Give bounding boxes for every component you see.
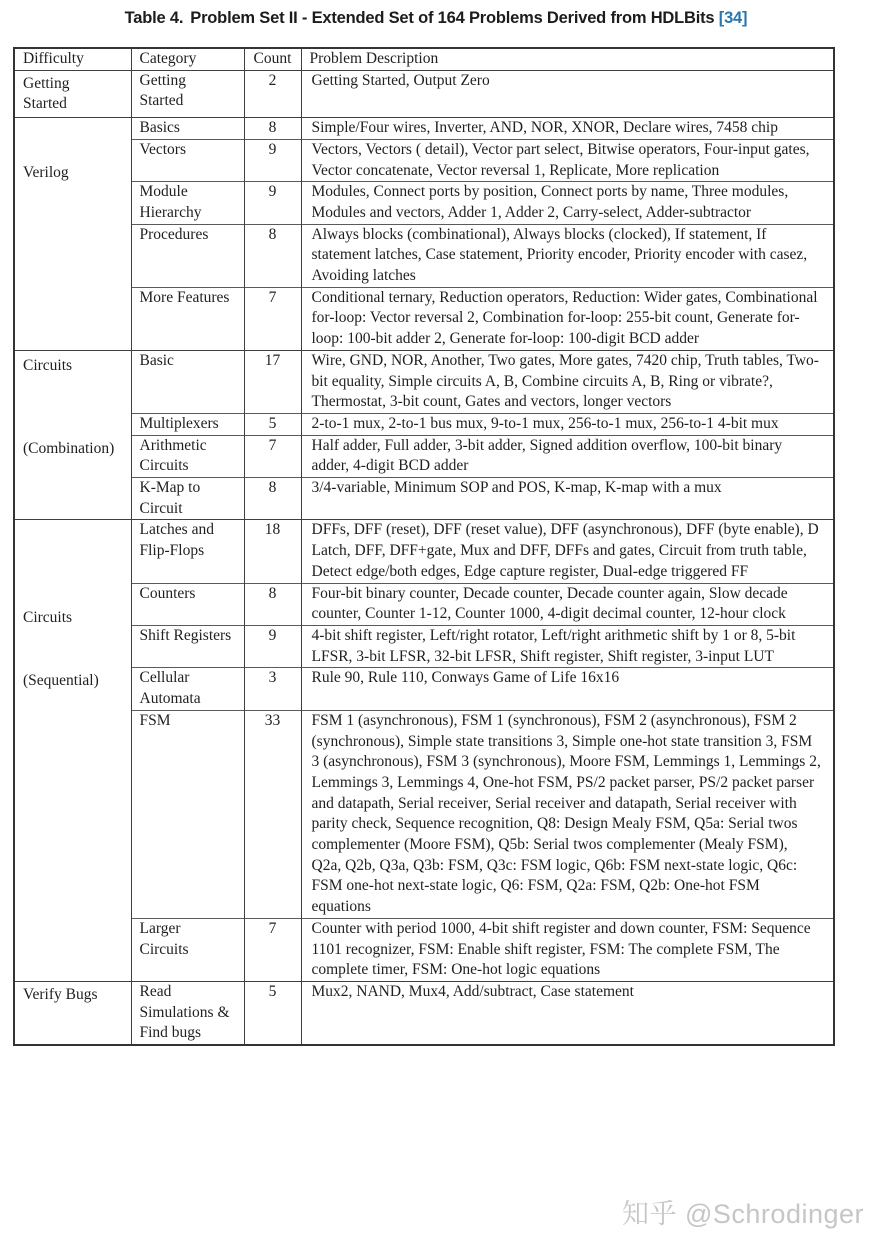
category-cell: Counters [131, 583, 244, 625]
category-cell: Vectors [131, 139, 244, 181]
table-row [14, 435, 834, 477]
table-caption [0, 9, 872, 28]
count-cell: 8 [244, 118, 301, 140]
count-cell: 7 [244, 918, 301, 981]
column-header-category: Category [131, 48, 244, 70]
table-row [14, 413, 834, 435]
caption-label: Table 4. [124, 9, 184, 27]
description-cell: Mux2, NAND, Mux4, Add/subtract, Case statement [301, 981, 834, 1045]
category-cell: FSM [131, 710, 244, 918]
category-cell: Latches and Flip-Flops [131, 520, 244, 583]
category-cell: Larger Circuits [131, 918, 244, 981]
table-row [14, 520, 834, 583]
count-cell: 7 [244, 287, 301, 350]
count-cell: 5 [244, 413, 301, 435]
category-cell: More Features [131, 287, 244, 350]
difficulty-label: Circuits [23, 356, 73, 374]
count-cell: 2 [244, 70, 301, 117]
count-cell: 8 [244, 224, 301, 287]
count-cell: 8 [244, 478, 301, 520]
description-cell: Modules, Connect ports by position, Connect ports by name, Three modules, Modules and vectors, Adder 1, Adder 2, Carry-select, Adder-subtractor [301, 182, 834, 224]
description-cell: Conditional ternary, Reduction operators, Reduction: Wider gates, Combinational for-loop: Vector reversal 2, Combination for-loop: 255-bit count, Generate for-loop: 100-bit adder 2, Generate for-loop: 100-digit BCD adder [301, 287, 834, 350]
description-cell: Four-bit binary counter, Decade counter, Decade counter again, Slow decade counter, Counter 1-12, Counter 1000, 4-digit decimal counter, 12-hour clock [301, 583, 834, 625]
description-cell: DFFs, DFF (reset), DFF (reset value), DFF (asynchronous), DFF (byte enable), D Latch, DFF, DFF+gate, Mux and DFF, DFFs and gates, Circuit from truth table, Detect edge/both edges, Edge capture register, Dual-edge triggered FF [301, 520, 834, 583]
table-row [14, 287, 834, 350]
table-row [14, 981, 834, 1045]
count-cell: 3 [244, 668, 301, 710]
table-row [14, 625, 834, 667]
count-cell: 7 [244, 435, 301, 477]
category-cell: Module Hierarchy [131, 182, 244, 224]
description-cell: Always blocks (combinational), Always blocks (clocked), If statement, If statement latches, Case statement, Priority encoder, Priority encoder with casez, Avoiding latches [301, 224, 834, 287]
difficulty-cell [14, 70, 131, 117]
description-cell: Rule 90, Rule 110, Conways Game of Life 16x16 [301, 668, 834, 710]
description-cell: Wire, GND, NOR, Another, Two gates, More gates, 7420 chip, Truth tables, Two-bit equality, Simple circuits A, B, Combine circuits A, B, Ring or vibrate?, Thermostat, 3-bit count, Gates and vectors, longer vectors [301, 350, 834, 413]
count-cell: 8 [244, 583, 301, 625]
table-row [14, 118, 834, 140]
table-body [14, 70, 834, 1045]
table-row [14, 918, 834, 981]
column-header-difficulty: Difficulty [14, 48, 131, 70]
table-row [14, 710, 834, 918]
count-cell: 17 [244, 350, 301, 413]
description-cell: Counter with period 1000, 4-bit shift register and down counter, FSM: Sequence 1101 recognizer, FSM: Enable shift register, FSM: The complete FSM, The complete timer, FSM: One-hot logic equations [301, 918, 834, 981]
category-cell: Read Simulations & Find bugs [131, 981, 244, 1045]
table-row [14, 478, 834, 520]
difficulty-cell [14, 981, 131, 1045]
count-cell: 9 [244, 139, 301, 181]
category-cell: Getting Started [131, 70, 244, 117]
description-cell: 2-to-1 mux, 2-to-1 bus mux, 9-to-1 mux, 256-to-1 mux, 256-to-1 4-bit mux [301, 413, 834, 435]
table-row [14, 139, 834, 181]
description-cell: FSM 1 (asynchronous), FSM 1 (synchronous), FSM 2 (asynchronous), FSM 2 (synchronous), Simple state transitions 3, Simple one-hot state transition 3, FSM 3 (asynchronous), FSM 3 (synchronous), Moore FSM, Lemmings 1, Lemmings 2, Lemmings 3, Lemmings 4, One-hot FSM, PS/2 packet parser, PS/2 packet parser and datapath, Serial receiver, Serial receiver and datapath, Serial receiver with parity check, Sequence recognition, Q8: Design Mealy FSM, Q5a: Serial twos complementer (Moore FSM), Q5b: Serial twos complementer (Mealy FSM), Q2a, Q2b, Q3a, Q3b: FSM, Q3c: FSM logic, Q6b: FSM next-state logic, Q6c: FSM one-hot next-state logic, Q6: FSM, Q2a: FSM, Q2b: One-hot FSM equations [301, 710, 834, 918]
category-cell: Cellular Automata [131, 668, 244, 710]
count-cell: 9 [244, 625, 301, 667]
description-cell: Getting Started, Output Zero [301, 70, 834, 117]
difficulty-label: (Sequential) [23, 672, 99, 690]
caption-text: Problem Set II - Extended Set of 164 Problems Derived from HDLBits [190, 9, 715, 27]
category-cell: K-Map to Circuit [131, 478, 244, 520]
count-cell: 5 [244, 981, 301, 1045]
difficulty-cell [14, 520, 131, 981]
category-cell: Basics [131, 118, 244, 140]
column-header-count: Count [244, 48, 301, 70]
problem-set-table [13, 47, 835, 1046]
count-cell: 18 [244, 520, 301, 583]
description-cell: Vectors, Vectors ( detail), Vector part select, Bitwise operators, Four-input gates, Vector concatenate, Vector reversal 1, Replicate, More replication [301, 139, 834, 181]
difficulty-label: Verify Bugs [23, 985, 98, 1003]
count-cell: 9 [244, 182, 301, 224]
column-header-description: Problem Description [301, 48, 834, 70]
citation-link[interactable]: [34] [718, 9, 748, 27]
count-cell: 33 [244, 710, 301, 918]
table-row [14, 668, 834, 710]
difficulty-cell [14, 350, 131, 520]
category-cell: Arithmetic Circuits [131, 435, 244, 477]
difficulty-label: Started [23, 95, 67, 113]
header-row [14, 48, 834, 70]
category-cell: Multiplexers [131, 413, 244, 435]
category-cell: Shift Registers [131, 625, 244, 667]
description-cell: 3/4-variable, Minimum SOP and POS, K-map, K-map with a mux [301, 478, 834, 520]
watermark: 知乎 @Schrodinger [622, 1199, 864, 1229]
table-row [14, 224, 834, 287]
difficulty-label: Verilog [23, 164, 69, 182]
table-row [14, 70, 834, 117]
category-cell: Procedures [131, 224, 244, 287]
category-cell: Basic [131, 350, 244, 413]
difficulty-cell [14, 118, 131, 351]
description-cell: Half adder, Full adder, 3-bit adder, Signed addition overflow, 100-bit binary adder, 4-digit BCD adder [301, 435, 834, 477]
description-cell: Simple/Four wires, Inverter, AND, NOR, XNOR, Declare wires, 7458 chip [301, 118, 834, 140]
difficulty-label: Circuits [23, 609, 73, 627]
table-row [14, 583, 834, 625]
description-cell: 4-bit shift register, Left/right rotator, Left/right arithmetic shift by 1 or 8, 5-bit LFSR, 3-bit LFSR, 32-bit LFSR, Shift register, Shift register, 3-input LUT [301, 625, 834, 667]
table-row [14, 182, 834, 224]
difficulty-label: (Combination) [23, 439, 115, 457]
table-row [14, 350, 834, 413]
difficulty-label: Getting [23, 74, 70, 92]
